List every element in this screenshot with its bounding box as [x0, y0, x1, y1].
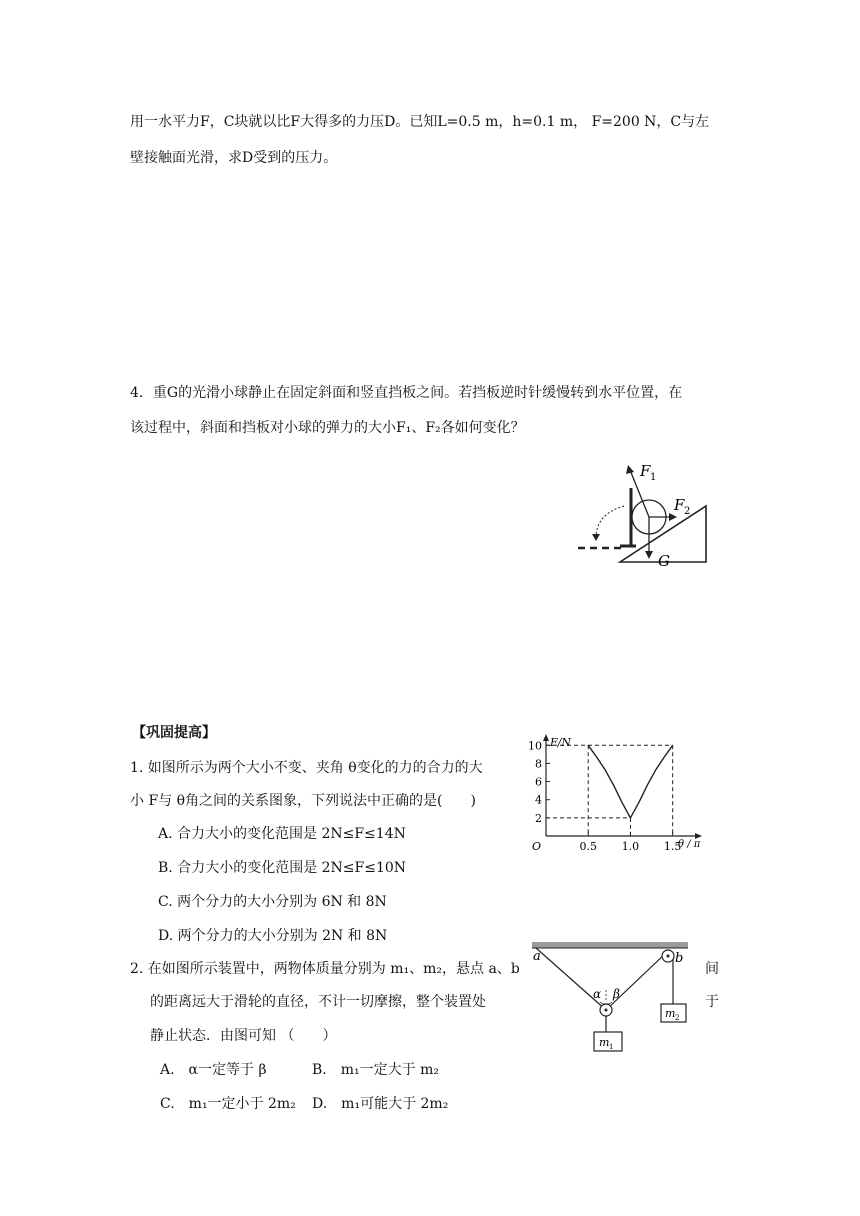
- y-axis-label: F/N: [550, 736, 571, 749]
- q1-text-line1: 1. 如图所示为两个大小不变、夹角 θ变化的力的合力的大: [130, 760, 483, 776]
- origin-label: O: [532, 840, 542, 853]
- q2-text-line2-tail: 于: [705, 994, 719, 1010]
- svg-text:1: 1: [609, 1043, 614, 1051]
- problem3-text-line2: 壁接触面光滑，求D受到的压力。: [130, 150, 338, 166]
- rotation-arc: [596, 506, 624, 538]
- q2-option-b: B. m₁一定大于 m₂: [312, 1062, 439, 1078]
- q2-option-a: A. α一定等于 β: [160, 1062, 267, 1078]
- alpha-label: α: [593, 987, 602, 1001]
- q2-text-line1: 2. 在如图所示装置中，两物体质量分别为 m₁、m₂，悬点 a、b: [130, 961, 520, 977]
- point-b-label: b: [675, 951, 684, 966]
- q2-text-line2: 的距离远大于滑轮的直径，不计一切摩擦，整个装置处: [150, 994, 486, 1010]
- y-tick-label-4: 10: [528, 739, 542, 753]
- ceiling: [532, 942, 688, 948]
- g-label: G: [658, 552, 670, 568]
- m1-label: m: [599, 1036, 610, 1049]
- q1-option-b: B. 合力大小的变化范围是 2N≤F≤10N: [158, 860, 407, 876]
- y-tick-label-1: 4: [535, 793, 542, 807]
- series-line-resultant-force: [588, 745, 673, 818]
- q2-text-line1-tail: 间: [705, 961, 719, 977]
- point-a-label: a: [533, 949, 541, 964]
- y-tick-label-3: 8: [535, 757, 542, 771]
- y-tick-label-0: 2: [535, 811, 542, 825]
- svg-text:2: 2: [675, 1014, 680, 1022]
- q1-option-d: D. 两个分力的大小分别为 2N 和 8N: [158, 928, 388, 944]
- section-title: 【巩固提高】: [132, 725, 216, 741]
- question4-text-line2: 该过程中，斜面和挡板对小球的弹力的大小F₁、F₂各如何变化？: [130, 420, 525, 436]
- m2-label: m: [665, 1007, 676, 1020]
- x-tick-label-1: 1.0: [621, 840, 640, 853]
- q1-text-line2: 小 F与 θ角之间的关系图象，下列说法中正确的是( ): [130, 793, 476, 809]
- force-angle-chart: [516, 730, 716, 858]
- svg-text:1: 1: [650, 472, 657, 483]
- x-axis-label: θ / π: [678, 839, 701, 850]
- pulley-figure: [530, 940, 692, 1058]
- q2-option-c: C. m₁一定小于 2m₂: [160, 1096, 296, 1112]
- x-tick-label-2: 1.5: [663, 840, 682, 853]
- beta-label: β: [613, 987, 620, 1001]
- q1-option-a: A. 合力大小的变化范围是 2N≤F≤14N: [158, 826, 406, 842]
- f1-label: F: [640, 462, 651, 480]
- q1-option-c: C. 两个分力的大小分别为 6N 和 8N: [158, 894, 387, 910]
- question4-figure: [574, 462, 720, 568]
- q2-text-line3: 静止状态．由图可知 （ ）: [150, 1028, 337, 1044]
- question4-text-line1: 4．重G的光滑小球静止在固定斜面和竖直挡板之间。若挡板逆时针缓慢转到水平位置，在: [130, 385, 683, 401]
- problem3-text-line1: 用一水平力F，C块就以比F大得多的力压D。已知L=0.5 m，h=0.1 m， F=200 N，C与左: [130, 114, 710, 130]
- svg-text:2: 2: [684, 506, 691, 517]
- f2-label: F: [674, 496, 685, 514]
- x-tick-label-0: 0.5: [579, 840, 597, 853]
- y-tick-label-2: 6: [535, 775, 542, 789]
- q2-option-d: D. m₁可能大于 2m₂: [312, 1096, 449, 1112]
